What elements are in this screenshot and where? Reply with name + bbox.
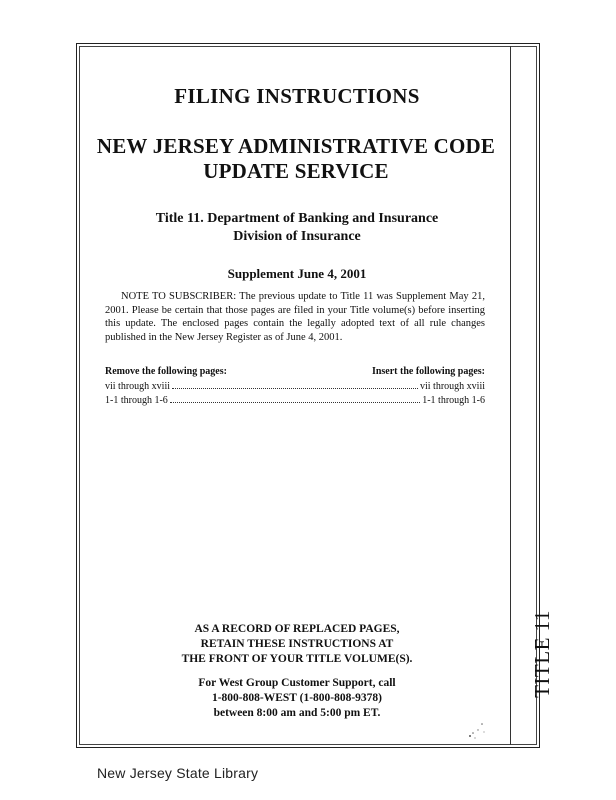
pages-table-header [105, 366, 485, 377]
retain-instructions [102, 622, 492, 667]
title-tab-label: TITLE 11 [530, 610, 554, 698]
insert-pages: 1-1 through 1-6 [422, 395, 485, 406]
title-department [102, 210, 492, 246]
title-line-2: Division of Insurance [233, 229, 361, 244]
retain-line-3: THE FRONT OF YOUR TITLE VOLUME(S). [181, 653, 413, 665]
filing-instructions-heading: FILING INSTRUCTIONS [174, 84, 420, 108]
remove-pages: 1-1 through 1-6 [105, 395, 168, 406]
code-title-line-2: UPDATE SERVICE [203, 159, 389, 183]
table-row [105, 394, 485, 407]
subscriber-note: NOTE TO SUBSCRIBER: The previous update to Title 11 was Supplement May 21, 2001. Please be certain that those pages are filed in your Title volume(s) before inserting this update. The enclosed pages contain the legally adopted text of all rule changes published in the New Jersey Register as of June 4, 2001. [105, 291, 485, 343]
support-line-1: For West Group Customer Support, call [198, 677, 396, 689]
retain-line-2: RETAIN THESE INSTRUCTIONS AT [200, 638, 394, 650]
remove-header: Remove the following pages: [105, 366, 227, 377]
supplement-date: Supplement June 4, 2001 [227, 266, 367, 281]
insert-pages: vii through xviii [420, 381, 485, 392]
code-title-line-1: NEW JERSEY ADMINISTRATIVE CODE [96, 134, 496, 158]
library-stamp: New Jersey State Library [97, 765, 259, 781]
remove-pages: vii through xviii [105, 381, 170, 392]
retain-line-1: AS A RECORD OF REPLACED PAGES, [194, 623, 400, 635]
title-line-1: Title 11. Department of Banking and Insurance [155, 211, 439, 226]
leader-dots [170, 394, 420, 403]
code-title [96, 134, 496, 184]
scan-smudge-icon [464, 718, 488, 742]
support-line-2: 1-800-808-WEST (1-800-808-9378) [211, 692, 383, 704]
table-row [105, 380, 485, 393]
insert-header: Insert the following pages: [371, 366, 485, 377]
support-line-3: between 8:00 am and 5:00 pm ET. [213, 707, 381, 719]
customer-support [102, 676, 492, 721]
leader-dots [172, 380, 418, 389]
tab-divider [510, 46, 511, 745]
